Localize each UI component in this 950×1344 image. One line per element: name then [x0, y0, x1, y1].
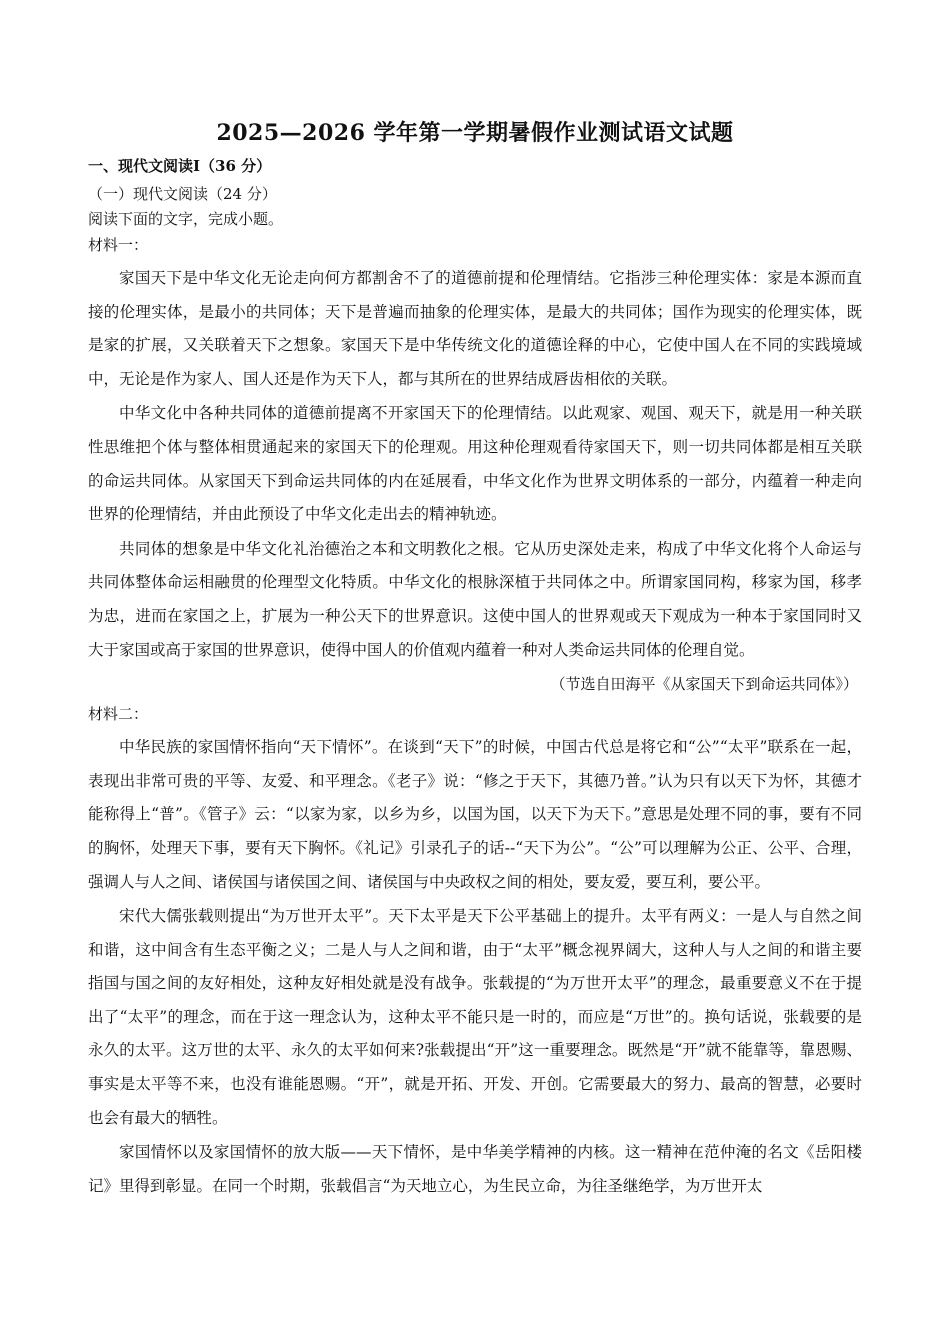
material-one-label: 材料一： — [88, 236, 149, 254]
page-title: 2025—2026 学年第一学期暑假作业测试语文试题 — [216, 120, 734, 146]
section-heading: 一、现代文阅读Ⅰ（36 分） — [88, 157, 272, 175]
material-two-label: 材料二： — [88, 705, 149, 724]
material-one-paragraph: 共同体的想象是中华文化礼治德治之本和文明教化之根。它从历史深处走来，构成了中华文化将个人命运与共同体整体命运相融贯的伦理型文化特质。中华文化的根脉深植于共同体之中。所谓家国同构，移家为国，移孝为忠，进而在家国之上，扩展为一种公天下的世界意识。这使中国人的世界观或天下观成为一种本于家国同时又大于家国或高于家国的世界意识，使得中国人的价值观内蕴着一种对人类命运共同体的伦理自觉。 — [88, 539, 862, 659]
material-one-paragraph: 家国天下是中华文化无论走向何方都割舍不了的道德前提和伦理情结。它指涉三种伦理实体：家是本源而直接的伦理实体，是最小的共同体；天下是普遍而抽象的伦理实体，是最大的共同体；国作为现实的伦理实体，既是家的扩展，又关联着天下之想象。家国天下是中华传统文化的道德诠释的中心，它使中国人在不同的实践境域中，无论是作为家人、国人还是作为天下人，都与其所在的世界结成唇齿相依的关联。 — [88, 269, 862, 388]
material-two-paragraph: 中华民族的家国情怀指向“天下情怀”。在谈到“天下”的时候，中国古代总是将它和“公”“太平”联系在一起，表现出非常可贵的平等、友爱、和平理念。《老子》说：“修之于天下，其德乃普。”认为只有以天下为怀，其德才能称得上“普”。《管子》云：“以家为家，以乡为乡，以国为国，以天下为天下。”意思是处理不同的事，要有不同的胸怀，处理天下事，要有天下胸怀。《礼记》引录孔子的话--“天下为公”。“公”可以理解为公正、公平、合理，强调人与人之间、诸侯国与诸侯国之间、诸侯国与中央政权之间的相处，要友爱，要互利，要公平。 — [88, 738, 862, 891]
instruction-text: 阅读下面的文字，完成小题。 — [88, 210, 284, 228]
material-two-paragraph: 家国情怀以及家国情怀的放大版——天下情怀，是中华美学精神的内核。这一精神在范仲淹的名文《岳阳楼记》里得到彰显。在同一个时期，张载倡言“为天地立心，为生民立命，为往圣继绝学，为万世开太 — [88, 1143, 862, 1195]
material-one-source: （节选自田海平《从家国天下到命运共同体》） — [550, 675, 858, 694]
material-one-paragraph: 中华文化中各种共同体的道德前提离不开家国天下的伦理情结。以此观家、观国、观天下，就是用一种关联性思维把个体与整体相贯通起来的家国天下的伦理观。用这种伦理观看待家国天下，则一切共同体都是相互关联的命运共同体。从家国天下到命运共同体的内在延展看，中华文化作为世界文明体系的一部分，内蕴着一种走向世界的伦理情结，并由此预设了中华文化走出去的精神轨迹。 — [88, 404, 862, 524]
subsection-heading: （一）现代文阅读（24 分） — [88, 185, 277, 203]
material-two-paragraph: 宋代大儒张载则提出“为万世开太平”。天下太平是天下公平基础上的提升。太平有两义：一是人与自然之间和谐，这中间含有生态平衡之义；二是人与人之间和谐，由于“太平”概念视界阔大，这种人与人之间的和谐主要指国与国之间的友好相处，这种友好相处就是没有战争。张载提的“为万世开太平”的理念，最重要意义不在于提出了“太平”的理念，而在于这一理念认为，这种太平不能只是一时的，而应是“万世”的。换句话说，张载要的是永久的太平。这万世的太平、永久的太平如何来?张载提出“开”这一重要理念。既然是“开”就不能靠等，靠恩赐、事实是太平等不来，也没有谁能恩赐。“开”，就是开拓、开发、开创。它需要最大的努力、最高的智慧，必要时也会有最大的牺牲。 — [88, 907, 862, 1127]
